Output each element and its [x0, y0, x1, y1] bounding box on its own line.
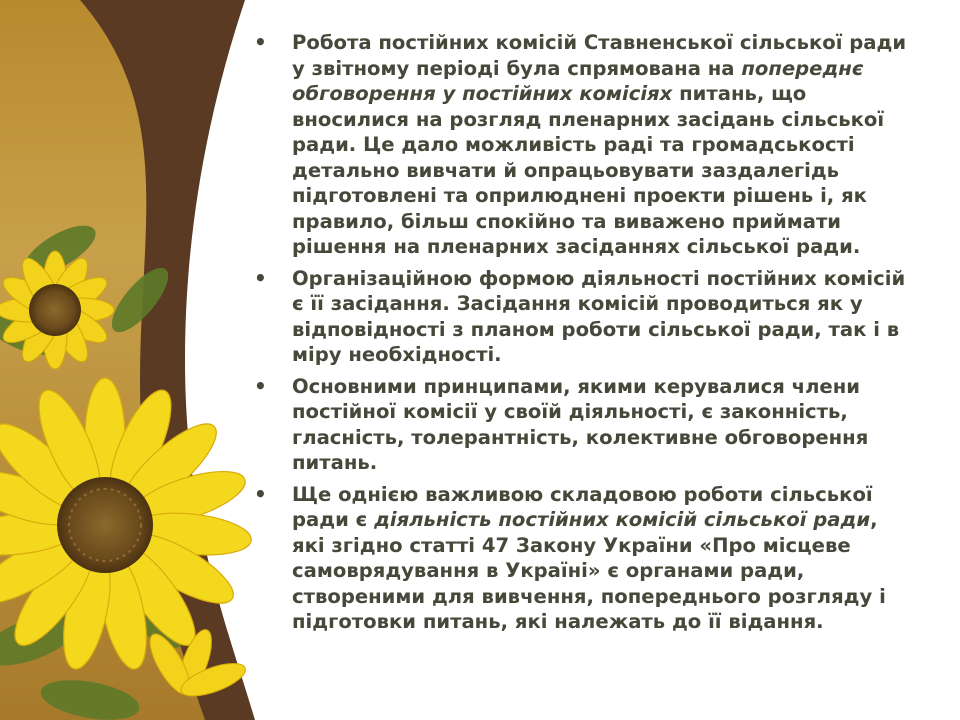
italic-text-run: попереднє обговорення у постійних комісіях [292, 56, 864, 105]
text-run: Робота постійних комісій Ставненської сільської ради у звітному періоді була спрямована на [292, 31, 907, 80]
italic-text-run: діяльність постійних комісій сільської ради [374, 508, 871, 531]
text-run: Основними принципами, якими керувалися члени постійної комісії у своїй діяльності, є законність, гласність, толерантність, колективне обговорення питань. [292, 374, 869, 474]
text-run: Ще однією важливою складовою роботи сільської ради є [292, 482, 873, 531]
bullet-item-3 [252, 374, 912, 476]
text-run: , які згідно статті 47 Закону України «Про місцеве самоврядування в Україні» є органами ради, створеними для вивчення, попереднього розгляду і підготовки питань, які належать до її відання. [292, 508, 886, 633]
text-run: Організаційною формою діяльності постійних комісій є її засідання. Засідання комісій проводиться як у відповідності з планом роботи сільської ради, так і в міру необхідності. [292, 266, 906, 366]
slide-text [252, 30, 912, 641]
bullet-item-1 [252, 30, 912, 260]
text-run: питань, що вносилися на розгляд пленарних засідань сільської ради. Це дало можливість раді та громадськості детально вивчати й опрацьовувати заздалегідь підготовлені та оприлюднені проекти рішень і, як правило, більш спокійно та виважено приймати рішення на пленарних засіданнях сільської ради. [292, 82, 885, 258]
bullet-item-4 [252, 482, 912, 635]
bullet-item-2 [252, 266, 912, 368]
